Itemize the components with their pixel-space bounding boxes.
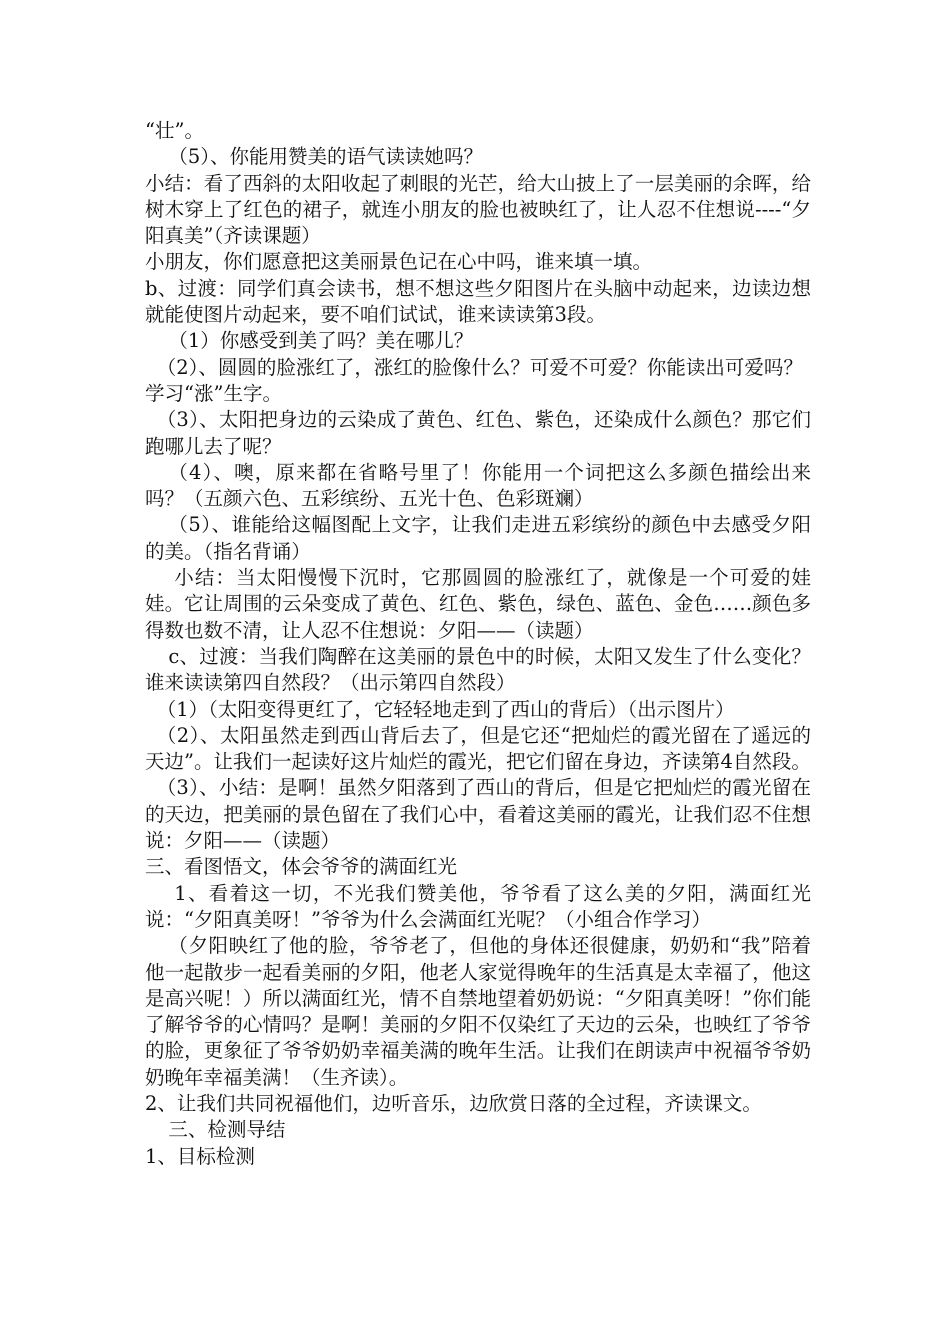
paragraph: （5）、你能用赞美的语气读读她吗？ [168, 145, 484, 169]
paragraph: 1、看着这一切，不光我们赞美他，爷爷看了这么美的夕阳，满面红光说：“夕阳真美呀！”爷爷为什么会满面红光呢？（小组合作学习） [145, 881, 811, 931]
paragraph: （5）、谁能给这幅图配上文字，让我们走进五彩缤纷的颜色中去感受夕阳的美。（指名背诵） [145, 513, 811, 563]
paragraph: （1）你感受到美了吗？美在哪儿？ [168, 329, 474, 353]
paragraph: （4）、噢，原来都在省略号里了！你能用一个词把这么多颜色描绘出来吗？（五颜六色、五彩缤纷、五光十色、色彩斑斓） [145, 460, 811, 511]
paragraph: 小结：看了西斜的太阳收起了刺眼的光芒，给大山披上了一层美丽的余晖，给树木穿上了红色的裙子，就连小朋友的脸也被映红了，让人忍不住想说----“夕阳真美”（齐读课题） [145, 171, 811, 248]
paragraph: （2）、圆圆的脸涨红了，涨红的脸像什么？可爱不可爱？你能读出可爱吗？ [156, 355, 803, 379]
paragraph: b、过渡：同学们真会读书，想不想这些夕阳图片在头脑中动起来，边读边想就能使图片动起来，要不咱们试试，谁来读读第3段。 [145, 276, 811, 327]
paragraph: 小结：当太阳慢慢下沉时，它那圆圆的脸涨红了，就像是一个可爱的娃娃。它让周围的云朵变成了黄色、红色、紫色，绿色、蓝色、金色……颜色多得数也数不清，让人忍不住想说：夕阳——（读题） [145, 566, 811, 642]
paragraph: （夕阳映红了他的脸，爷爷老了，但他的身体还很健康，奶奶和“我”陪着他一起散步一起看美丽的夕阳，他老人家觉得晚年的生活真是太幸福了，他这是高兴呢！）所以满面红光，情不自禁地望着奶奶说：“夕阳真美呀！”你们能了解爷爷的心情吗？是啊！美丽的夕阳不仅染红了天边的云朵，也映红了爷爷的脸，更象征了爷爷奶奶幸福美满的晚年生活。让我们在朗读声中祝福爷爷奶奶晚年幸福美满！（生齐读）。 [145, 934, 811, 1089]
document-body [145, 118, 811, 1170]
paragraph: （1）（太阳变得更红了，它轻轻地走到了西山的背后）（出示图片） [156, 697, 735, 721]
paragraph: 小朋友，你们愿意把这美丽景色记在心中吗，谁来填一填。 [145, 250, 653, 274]
paragraph: 2、让我们共同祝福他们，边听音乐，边欣赏日落的全过程，齐读课文。 [145, 1091, 762, 1115]
paragraph: “壮”。 [145, 119, 204, 142]
paragraph: （3）、小结：是啊！虽然夕阳落到了西山的背后，但是它把灿烂的霞光留在的天边，把美丽的景色留在了我们心中，看着这美丽的霞光，让我们忍不住想说：夕阳——（读题） [145, 776, 811, 853]
paragraph: 学习“涨”生字。 [145, 381, 282, 405]
section-heading: 三、检测导结 [168, 1118, 286, 1142]
paragraph: c、过渡：当我们陶醉在这美丽的景色中的时候，太阳又发生了什么变化？谁来读读第四自然段？（出示第四自然段） [145, 644, 811, 695]
section-heading: 三、看图悟文，体会爷爷的满面红光 [145, 855, 458, 879]
paragraph: （2）、太阳虽然走到西山背后去了，但是它还“把灿烂的霞光留在了遥远的天边”。让我们一起读好这片灿烂的霞光，把它们留在身边，齐读第4自然段。 [145, 723, 811, 774]
paragraph: 1、目标检测 [145, 1144, 255, 1168]
paragraph: （3）、太阳把身边的云染成了黄色、红色、紫色，还染成什么颜色？那它们跑哪儿去了呢？ [145, 408, 811, 458]
